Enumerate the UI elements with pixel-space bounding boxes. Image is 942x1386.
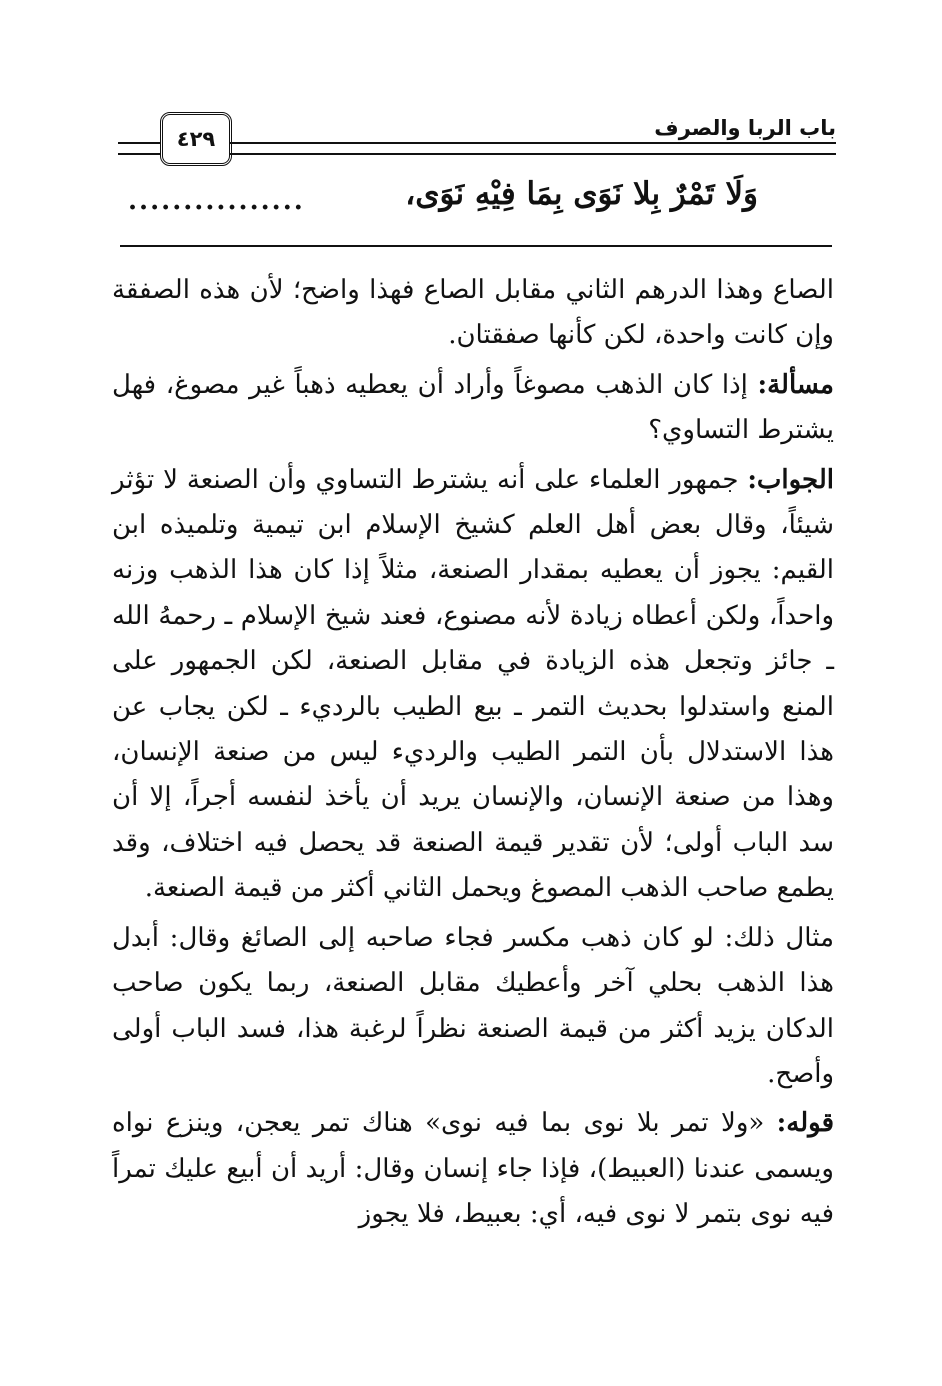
paragraph [112, 458, 834, 912]
verse-dots: ................ [128, 186, 305, 216]
paragraph-text: إذا كان الذهب مصوغاً وأراد أن يعطيه ذهباً غير مصوغ، فهل يشترط التساوي؟ [112, 369, 834, 446]
paragraph-lead: قوله: [776, 1108, 834, 1139]
paragraph-text: «ولا تمر بلا نوى بما فيه نوى» هناك تمر يعجن، وينزع نواه ويسمى عندنا (العبيط)، فإذا جاء إنسان وقال: أريد أن أبيع عليك تمراً فيه نوى بتمر لا نوى فيه، أي: بعبيط، فلا يجوز [112, 1108, 834, 1230]
paragraph [112, 916, 834, 1098]
paragraph-lead: مسألة: [757, 369, 834, 400]
verse-separator [120, 245, 832, 247]
paragraph-lead: الجواب: [747, 464, 834, 495]
header-rule-left [118, 142, 160, 155]
page-number: ٤٢٩ [160, 112, 232, 166]
chapter-title: باب الربا والصرف [654, 116, 836, 140]
paragraph [112, 363, 834, 454]
paragraph-text: جمهور العلماء على أنه يشترط التساوي وأن الصنعة لا تؤثر شيئاً، وقال بعض أهل العلم كشيخ الإسلام ابن تيمية وتلميذه ابن القيم: يجوز أن يعطيه بمقدار الصنعة، مثلاً إذا كان هذا الذهب وزنه واحداً، ولكن أعطاه زيادة لأنه مصنوع، فعند شيخ الإسلام ـ رحمهُ الله ـ جائز وتجعل هذه الزيادة في مقابل الصنعة، لكن الجمهور على المنع واستدلوا بحديث التمر ـ بيع الطيب بالرديء ـ لكن يجاب عن هذا الاستدلال بأن التمر الطيب والرديء ليس من صنعة الإنسان، وهذا من صنعة الإنسان، والإنسان يريد أن يأخذ لنفسه أجراً، إلا أن سد الباب أولى؛ لأن تقدير قيمة الصنعة قد يحصل فيه اختلاف، وقد يطمع صاحب الذهب المصوغ ويحمل الثاني أكثر من قيمة الصنعة. [112, 464, 834, 904]
page-header [118, 112, 836, 162]
header-rule-right [230, 142, 836, 155]
paragraph [112, 268, 834, 359]
paragraph [112, 1101, 834, 1237]
paragraph-text: الصاع وهذا الدرهم الثاني مقابل الصاع فهذا واضح؛ لأن هذه الصفقة وإن كانت واحدة، لكن كأنها صفقتان. [112, 275, 834, 351]
body-text [112, 268, 834, 1242]
verse-line: وَلَا تَمْرٌ بِلا نَوَى بِمَا فِيْهِ نَوَى، [405, 176, 758, 212]
paragraph-text: مثال ذلك: لو كان ذهب مكسر فجاء صاحبه إلى الصائغ وقال: أبدل هذا الذهب بحلي آخر وأعطيك مقابل الصنعة، ربما يكون صاحب الدكان يزيد أكثر من قيمة الصنعة نظراً لرغبة هذا، فسد الباب أولى وأصح. [112, 922, 834, 1089]
